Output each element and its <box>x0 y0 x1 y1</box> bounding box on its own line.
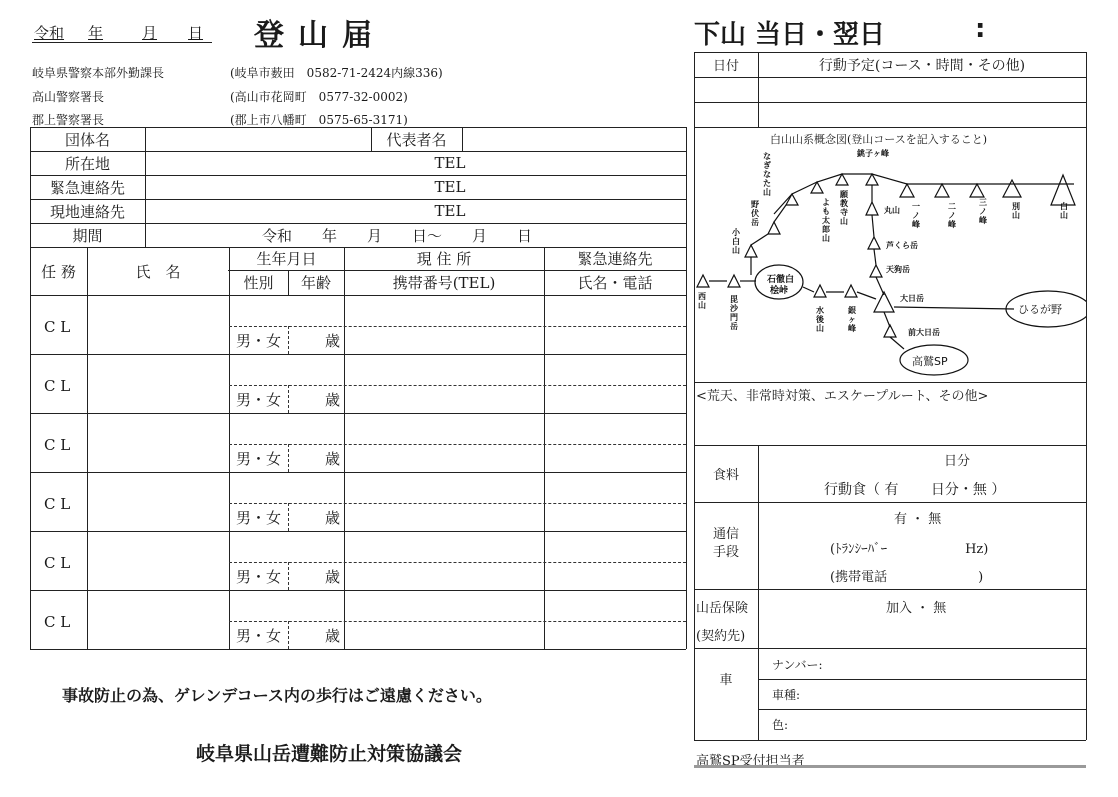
emergency-contact-label: 緊急連絡先 <box>49 178 125 197</box>
svg-text:よも太郎山: よも太郎山 <box>822 198 830 243</box>
birth-header: 生年月日 <box>256 250 317 268</box>
svg-text:野伏岳: 野伏岳 <box>751 200 759 227</box>
leader-label: 代表者名 <box>386 130 447 149</box>
emergency-header: 緊急連絡先 <box>577 250 653 268</box>
police-2-contact: (高山市花岡町 0577-32-0002) <box>230 90 408 104</box>
member-sex-2: 男・女 <box>235 390 281 409</box>
emergency-tel: TEL <box>434 178 466 196</box>
insurance-sub: (契約先) <box>696 629 746 644</box>
schedule-plan-header: 行動予定(コース・時間・その他) <box>818 57 1026 74</box>
period-text: 令和 年 月 日～ 月 日 <box>262 226 533 245</box>
local-tel: TEL <box>434 202 466 220</box>
police-3-name: 郡上警察署長 <box>32 113 105 127</box>
address-header: 現 住 所 <box>416 250 472 268</box>
member-sex-4: 男・女 <box>235 508 281 527</box>
schedule-date-header: 日付 <box>712 59 739 74</box>
member-role-4: C L <box>44 495 71 513</box>
descent-title: 下山 当日・翌日 <box>694 20 886 50</box>
mobile-header: 携帯番号(TEL) <box>392 274 496 292</box>
member-sex-3: 男・女 <box>235 449 281 468</box>
member-age-2: 歳 <box>324 390 340 409</box>
date-year: 年 <box>88 24 104 42</box>
comm-transceiver: (ﾄﾗﾝｼｰﾊﾞｰ Hz) <box>830 542 989 557</box>
svg-text:丸山: 丸山 <box>884 206 900 215</box>
address-label: 所在地 <box>64 154 110 173</box>
date-era: 令和 <box>34 24 65 42</box>
member-sex-5: 男・女 <box>235 567 281 586</box>
member-age-4: 歳 <box>324 508 340 527</box>
police-1-name: 岐阜県警察本部外勤課長 <box>32 66 165 80</box>
svg-text:願教寺山: 願教寺山 <box>840 190 848 226</box>
member-sex-1: 男・女 <box>235 331 281 350</box>
svg-text:西山: 西山 <box>698 292 706 310</box>
sex-header: 性別 <box>243 274 274 292</box>
svg-text:毘沙門岳: 毘沙門岳 <box>730 295 738 331</box>
member-role-2: C L <box>44 377 71 395</box>
member-role-5: C L <box>44 554 71 572</box>
svg-text:小白山: 小白山 <box>732 228 740 255</box>
svg-text:芦くら岳: 芦くら岳 <box>886 241 918 250</box>
receptionist-label: 高鷲SP受付担当者 <box>696 754 805 769</box>
police-1-contact: (岐阜市薮田 0582-71-2424内線336) <box>230 66 443 80</box>
police-3-contact: (郡上市八幡町 0575-65-3171) <box>230 113 408 127</box>
member-role-3: C L <box>44 436 71 454</box>
svg-text:ひるが野: ひるが野 <box>1018 303 1062 316</box>
svg-text:一ノ峰: 一ノ峰 <box>912 202 920 229</box>
peak-nagi: なぎなた山 <box>763 152 771 197</box>
svg-text:三ノ峰: 三ノ峰 <box>979 198 987 225</box>
address-tel: TEL <box>434 154 466 172</box>
comm-label: 通信手段 <box>712 527 739 560</box>
food-days: 日分 <box>944 454 971 469</box>
date-day: 日 <box>188 24 204 42</box>
emergency-plan-label: <荒天、非常時対策、エスケープルート、その他> <box>696 389 989 404</box>
svg-text:石徹白: 石徹白 <box>767 275 795 285</box>
car-color: 色: <box>772 718 789 732</box>
svg-text:二ノ峰: 二ノ峰 <box>948 202 956 229</box>
member-role-1: C L <box>44 318 71 336</box>
role-header: 任 務 <box>41 262 76 281</box>
age-header: 年齢 <box>300 274 331 292</box>
member-sex-6: 男・女 <box>235 626 281 645</box>
svg-text:銚子ヶ峰: 銚子ヶ峰 <box>857 149 889 158</box>
safety-notice: 事故防止の為、ゲレンデコース内の歩行はご遠慮ください。 <box>62 686 492 705</box>
map-title: 白山山系概念図(登山コースを記入すること) <box>770 133 988 146</box>
svg-text:白山: 白山 <box>1060 202 1068 220</box>
car-model: 車種: <box>772 688 801 702</box>
insurance-value: 加入 ・ 無 <box>886 601 947 616</box>
svg-text:桧峠: 桧峠 <box>770 286 789 296</box>
food-label: 食料 <box>712 468 739 483</box>
food-snack: 行動食（ 有 日分・無 ） <box>824 482 1006 498</box>
police-2-name: 高山警察署長 <box>32 90 105 104</box>
member-age-3: 歳 <box>324 449 340 468</box>
car-number: ナンバー: <box>772 658 823 672</box>
comm-mobile: (携帯電話 ) <box>830 570 984 585</box>
page-title: 登山届 <box>254 18 386 53</box>
svg-text:銀ヶ峰: 銀ヶ峰 <box>848 306 856 333</box>
date-month: 月 <box>142 24 158 42</box>
member-age-5: 歳 <box>324 567 340 586</box>
svg-text:高鷲SP: 高鷲SP <box>912 355 948 368</box>
group-name-label: 団体名 <box>64 130 110 149</box>
svg-text:前大日岳: 前大日岳 <box>908 328 940 337</box>
period-label: 期間 <box>72 226 103 245</box>
hakusan-map <box>694 127 1086 382</box>
local-contact-label: 現地連絡先 <box>49 202 125 221</box>
svg-text:天狗岳: 天狗岳 <box>886 265 910 274</box>
comm-yesno: 有 ・ 無 <box>894 512 942 527</box>
svg-text:別山: 別山 <box>1012 202 1020 220</box>
svg-text:水後山: 水後山 <box>816 306 824 333</box>
descent-time-colon: : <box>975 14 986 44</box>
insurance-label: 山岳保険 <box>696 601 749 616</box>
car-label: 車 <box>719 672 733 688</box>
member-age-1: 歳 <box>324 331 340 350</box>
name-header: 氏 名 <box>135 262 181 281</box>
member-age-6: 歳 <box>324 626 340 645</box>
member-role-6: C L <box>44 613 71 631</box>
emergency-sub-header: 氏名・電話 <box>577 274 653 292</box>
svg-text:大日岳: 大日岳 <box>900 294 924 303</box>
council-name: 岐阜県山岳遭難防止対策協議会 <box>196 743 463 765</box>
